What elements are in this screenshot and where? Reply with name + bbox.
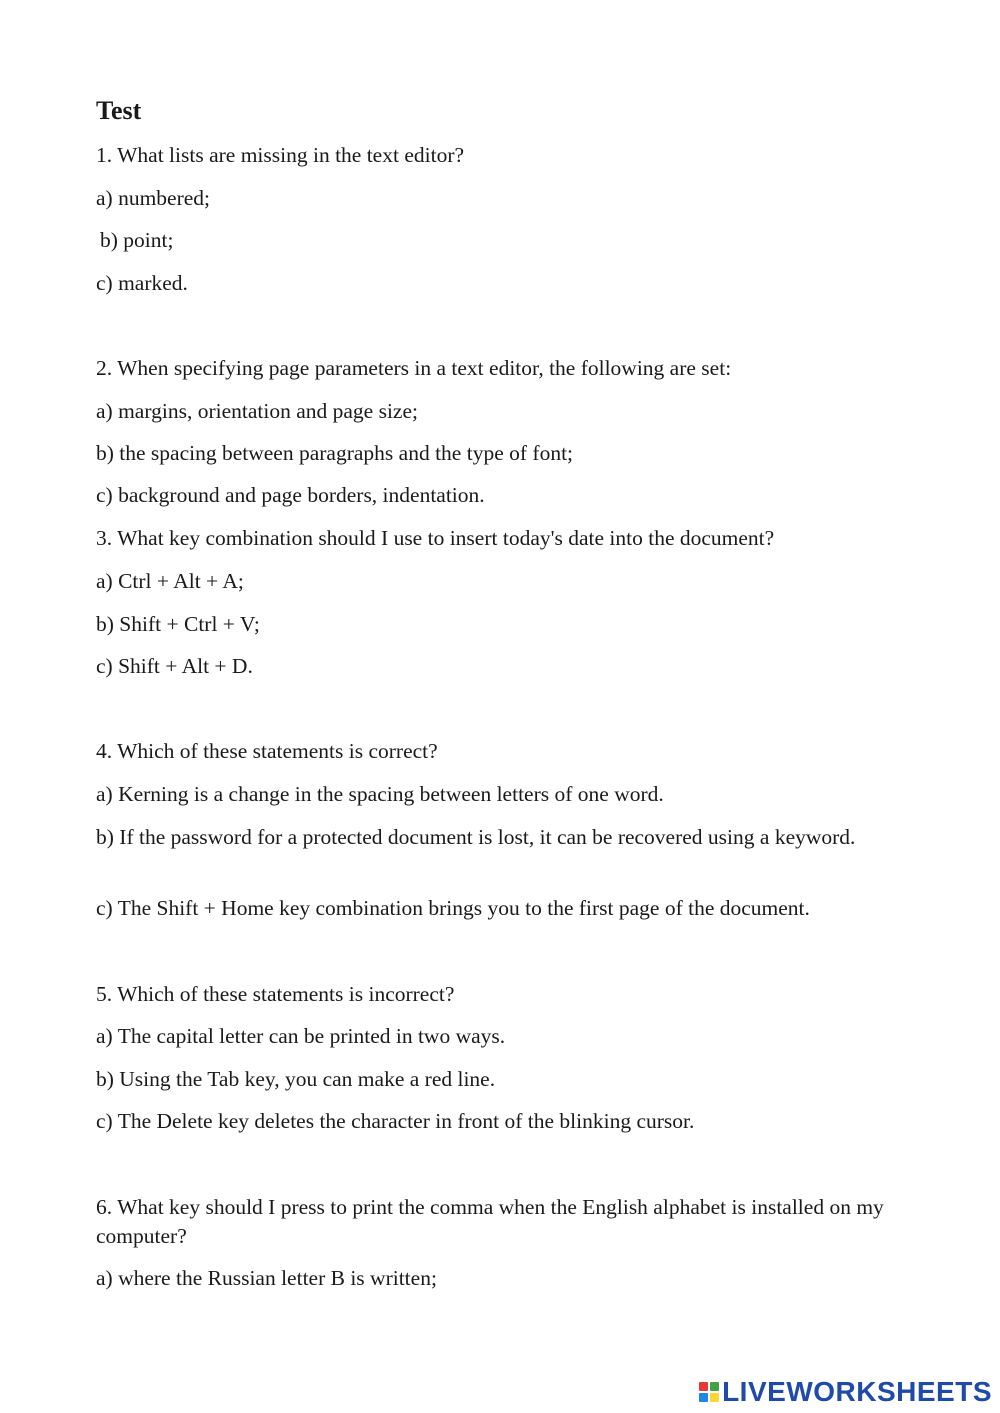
- q2-option-c: c) background and page borders, indentation.: [96, 483, 485, 507]
- mark-square-green: [710, 1382, 719, 1391]
- q1-option-b: b) point;: [100, 228, 174, 252]
- q5-option-a: a) The capital letter can be printed in two ways.: [96, 1024, 506, 1048]
- question-5: 5. Which of these statements is incorrect?: [96, 982, 455, 1006]
- q4-option-c: c) The Shift + Home key combination brings you to the first page of the document.: [96, 896, 810, 920]
- mark-square-yellow: [710, 1393, 719, 1402]
- q5-option-c: c) The Delete key deletes the character in front of the blinking cursor.: [96, 1109, 695, 1133]
- question-6: 6. What key should I press to print the comma when the English alphabet is installed on my computer?: [96, 1195, 884, 1248]
- q1-option-c: c) marked.: [96, 271, 188, 295]
- mark-square-blue: [699, 1393, 708, 1402]
- liveworksheets-logo: [699, 1377, 992, 1407]
- question-1: 1. What lists are missing in the text editor?: [96, 143, 465, 167]
- q3-option-c: c) Shift + Alt + D.: [96, 654, 253, 678]
- question-3: 3. What key combination should I use to insert today's date into the document?: [96, 526, 775, 550]
- q4-option-a: a) Kerning is a change in the spacing between letters of one word.: [96, 782, 664, 806]
- q2-option-a: a) margins, orientation and page size;: [96, 399, 418, 423]
- q6-option-a: a) where the Russian letter B is written;: [96, 1266, 437, 1290]
- page-title: Test: [96, 96, 142, 125]
- q3-option-b: b) Shift + Ctrl + V;: [96, 612, 260, 636]
- q1-option-a: a) numbered;: [96, 186, 211, 210]
- q3-option-a: a) Ctrl + Alt + A;: [96, 569, 244, 593]
- liveworksheets-mark-icon: [699, 1382, 719, 1402]
- q4-option-b: b) If the password for a protected document is lost, it can be recovered using a keyword.: [96, 825, 856, 849]
- q2-option-b: b) the spacing between paragraphs and the type of font;: [96, 441, 574, 465]
- question-2: 2. When specifying page parameters in a text editor, the following are set:: [96, 356, 732, 380]
- q5-option-b: b) Using the Tab key, you can make a red line.: [96, 1067, 496, 1091]
- liveworksheets-wordmark: LIVEWORKSHEETS: [722, 1376, 992, 1407]
- mark-square-red: [699, 1382, 708, 1391]
- question-4: 4. Which of these statements is correct?: [96, 739, 438, 763]
